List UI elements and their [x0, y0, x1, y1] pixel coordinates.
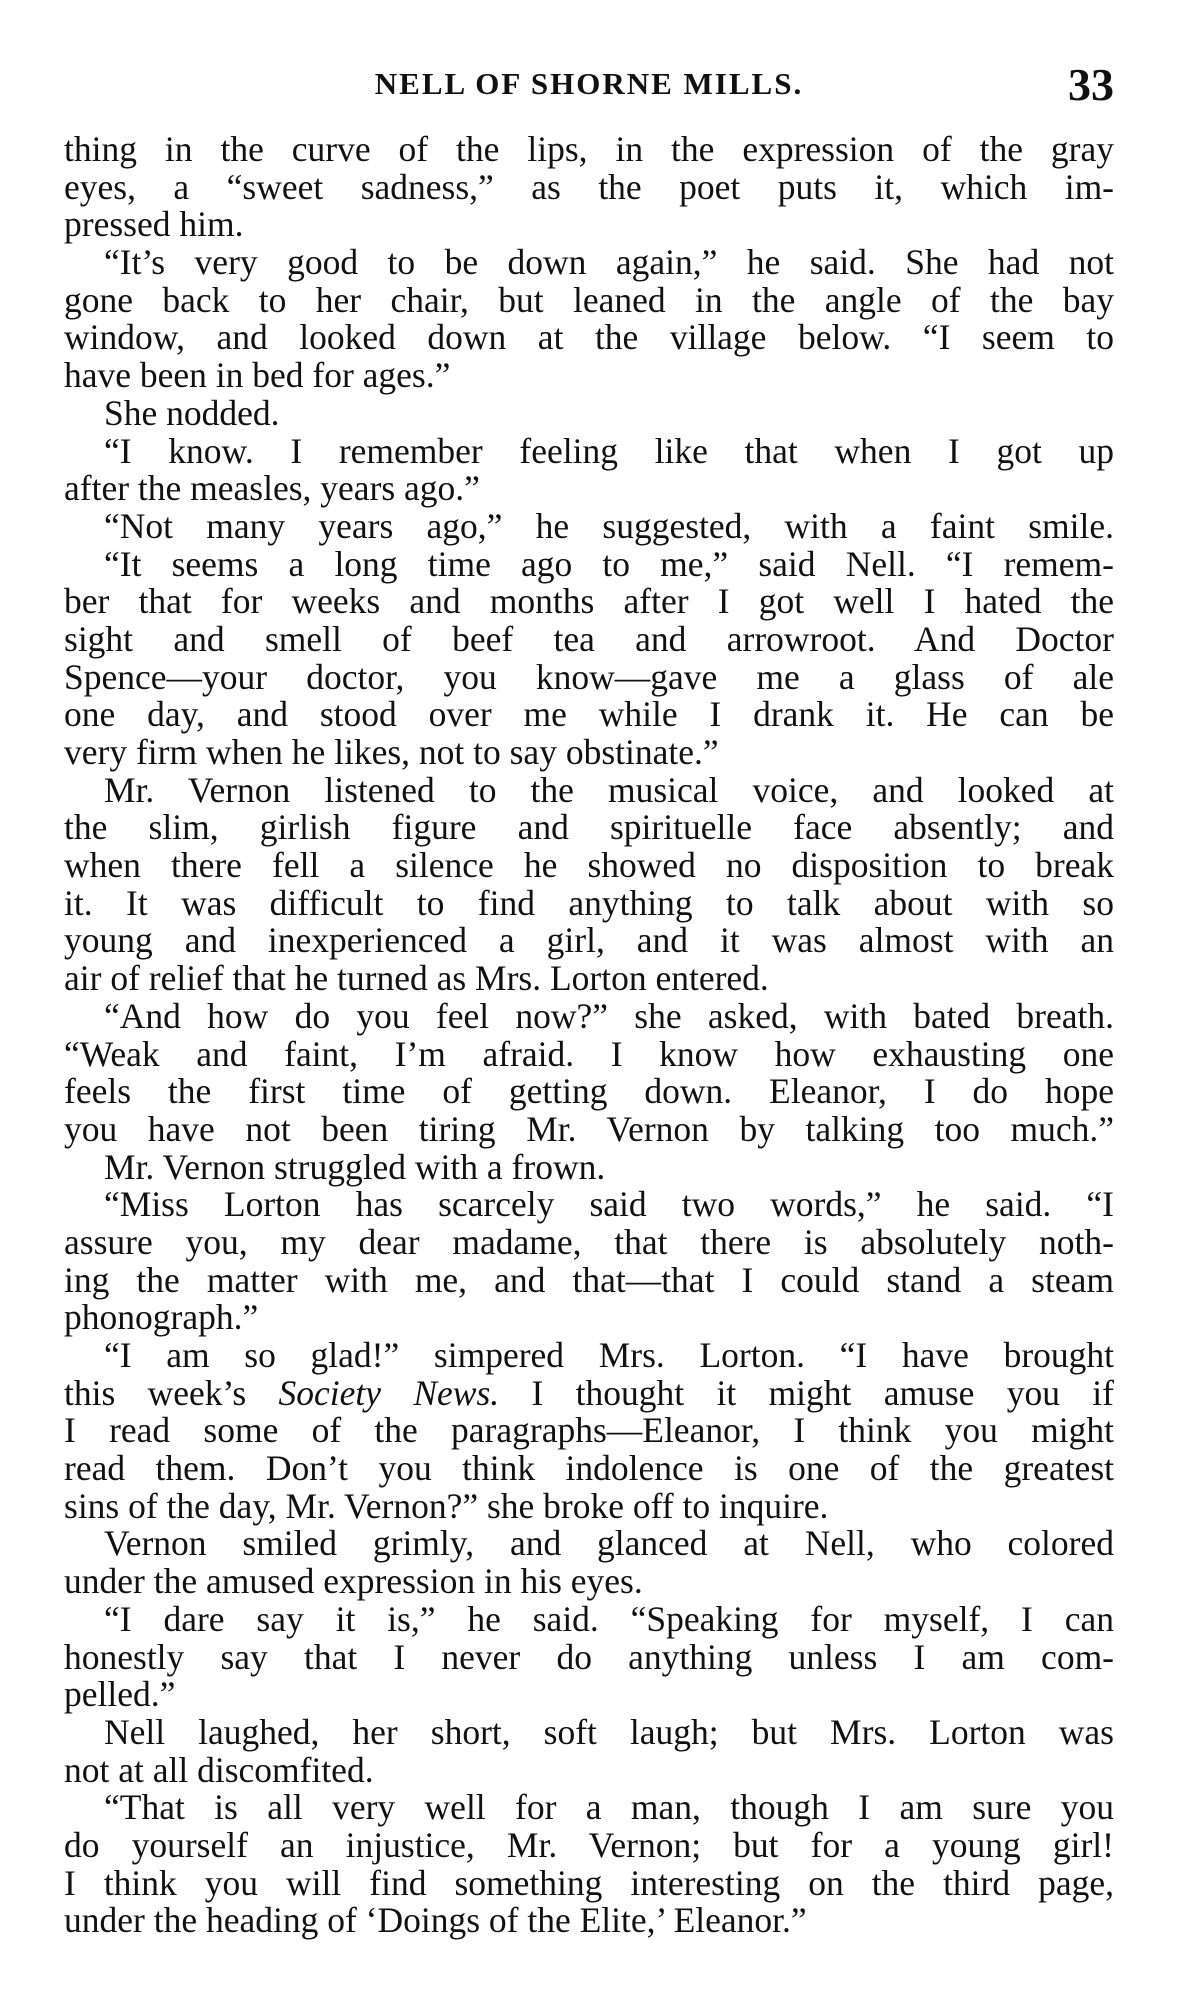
text-line: Nell laughed, her short, soft laugh; but Mrs. Lorton was: [104, 1711, 1114, 1752]
running-title: NELL OF SHORNE MILLS.: [374, 66, 804, 101]
text-line: young and inexperienced a girl, and it was almost with an: [64, 920, 1114, 961]
text-line: when there fell a silence he showed no disposition to break: [64, 845, 1114, 886]
text-line: air of relief that he turned as Mrs. Lorton entered.: [64, 958, 769, 999]
body-text: [64, 131, 1114, 1940]
text-line: “Miss Lorton has scarcely said two words,” he said. “I: [104, 1184, 1114, 1225]
text-line: eyes, a “sweet sadness,” as the poet puts it, which im-: [64, 166, 1114, 207]
text-line: sight and smell of beef tea and arrowroot. And Doctor: [64, 618, 1114, 659]
text-line: “I know. I remember feeling like that when I got up: [104, 430, 1114, 471]
text-line: Spence—your doctor, you know—gave me a glass of ale: [64, 656, 1114, 697]
text-line: Mr. Vernon listened to the musical voice, and looked at: [104, 769, 1114, 810]
text-line: the slim, girlish figure and spirituelle face absently; and: [64, 807, 1114, 848]
text-line: under the heading of ‘Doings of the Elite,’ Eleanor.”: [64, 1900, 807, 1941]
text-line: you have not been tiring Mr. Vernon by talking too much.”: [64, 1108, 1114, 1149]
text-line: Mr. Vernon struggled with a frown.: [104, 1146, 606, 1187]
text-line: feels the first time of getting down. Eleanor, I do hope: [64, 1071, 1114, 1112]
text-line: Vernon smiled grimly, and glanced at Nell, who colored: [104, 1523, 1114, 1564]
text-line: ber that for weeks and months after I got well I hated the: [64, 581, 1114, 622]
text-line: pelled.”: [64, 1674, 176, 1715]
magazine-title: Society News.: [278, 1372, 500, 1413]
text-line: I read some of the paragraphs—Eleanor, I think you might: [64, 1410, 1114, 1451]
text-line: assure you, my dear madame, that there is absolutely noth-: [64, 1221, 1114, 1262]
text-line: She nodded.: [104, 392, 280, 433]
running-head: [64, 58, 1114, 118]
text-line: read them. Don’t you think indolence is one of the greatest: [64, 1448, 1114, 1489]
text-line: one day, and stood over me while I drank it. He can be: [64, 694, 1114, 735]
text-line: “And how do you feel now?” she asked, with bated breath.: [104, 995, 1114, 1036]
text-line: under the amused expression in his eyes.: [64, 1561, 643, 1602]
text-line: not at all discomfited.: [64, 1749, 374, 1790]
text-line: window, and looked down at the village below. “I seem to: [64, 317, 1114, 358]
text-line: do yourself an injustice, Mr. Vernon; but for a young girl!: [64, 1824, 1114, 1865]
text-line: after the measles, years ago.”: [64, 468, 480, 509]
text-line: thing in the curve of the lips, in the expression of the gray: [64, 129, 1114, 169]
text-line: “Weak and faint, I’m afraid. I know how exhausting one: [64, 1033, 1114, 1074]
text-line: sins of the day, Mr. Vernon?” she broke off to inquire.: [64, 1485, 829, 1526]
text-line: ing the matter with me, and that—that I could stand a steam: [64, 1259, 1114, 1300]
text-line: “Not many years ago,” he suggested, with a faint smile.: [104, 505, 1114, 546]
text-line: I think you will find something interesting on the third page,: [64, 1862, 1114, 1903]
text-line: pressed him.: [64, 204, 244, 245]
text-line: “I dare say it is,” he said. “Speaking for myself, I can: [104, 1598, 1114, 1639]
text-line: it. It was difficult to find anything to talk about with so: [64, 882, 1114, 923]
text-line: phonograph.”: [64, 1297, 259, 1338]
page-number: 33: [1068, 59, 1114, 110]
text-line: “I am so glad!” simpered Mrs. Lorton. “I have brought: [104, 1335, 1114, 1375]
text-line: “It’s very good to be down again,” he said. She had not: [104, 242, 1114, 283]
text-line: “That is all very well for a man, though I am sure you: [104, 1787, 1114, 1828]
text-line: this week’s Society News. I thought it might amuse you if: [64, 1372, 1114, 1413]
text-line: gone back to her chair, but leaned in the angle of the bay: [64, 279, 1114, 320]
text-line: very firm when he likes, not to say obstinate.”: [64, 732, 719, 772]
text-line: have been in bed for ages.”: [64, 355, 451, 396]
text-line: “It seems a long time ago to me,” said Nell. “I remem-: [104, 543, 1114, 584]
text-line: honestly say that I never do anything unless I am com-: [64, 1636, 1114, 1677]
